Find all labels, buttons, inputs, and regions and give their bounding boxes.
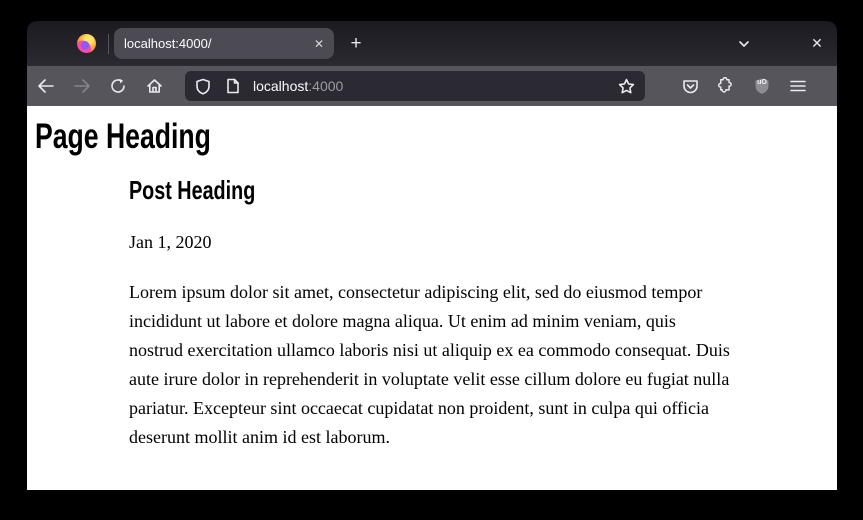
url-bar[interactable] (185, 71, 645, 101)
back-button[interactable] (32, 72, 60, 100)
puzzle-piece-icon (717, 77, 735, 95)
tab-bar (27, 21, 837, 66)
tab-title: localhost:4000/ (124, 36, 212, 51)
list-all-tabs-button[interactable] (730, 30, 758, 58)
reload-button[interactable] (104, 72, 132, 100)
forward-button[interactable] (68, 72, 96, 100)
url-port: :4000 (308, 78, 344, 94)
hamburger-menu-icon (790, 79, 806, 93)
bookmark-button[interactable] (613, 73, 639, 99)
reload-icon (110, 78, 126, 94)
document-icon (226, 78, 240, 94)
home-icon (146, 78, 163, 94)
new-tab-button[interactable]: + (350, 32, 362, 54)
post-date: Jan 1, 2020 (129, 232, 212, 252)
extensions-button[interactable] (712, 72, 740, 100)
pocket-icon (682, 78, 699, 95)
ublock-origin-button[interactable] (748, 72, 776, 100)
chevron-down-icon (737, 37, 751, 51)
post-body-text: Lorem ipsum dolor sit amet, consectetur adipiscing elit, sed do eiusmod tempor incididunt ut labore et dolore magna aliqua. Ut enim ad minim veniam, quis nostrud exercitation ullamco laboris nisi ut aliquip ex ea commodo consequat. Duis aute irure dolor in reprehenderit in voluptate velit esse cillum dolore eu fugiat nulla pariatur. Excepteur sint occaecat cupidatat non proident, sunt in culpa qui officia deserunt mollit anim id est laborum. (129, 282, 730, 447)
navigation-toolbar (27, 66, 837, 106)
extension-buttons (676, 72, 812, 100)
firefox-logo-icon (77, 34, 96, 53)
ublock-label: uO (757, 79, 767, 86)
firefox-view-button[interactable] (70, 28, 102, 60)
star-icon (618, 78, 635, 95)
page-title: Page Heading (35, 117, 211, 156)
menu-button[interactable] (784, 72, 812, 100)
url-host: localhost (253, 78, 309, 94)
home-button[interactable] (140, 72, 168, 100)
pocket-button[interactable] (676, 72, 704, 100)
url-text[interactable] (253, 78, 613, 94)
forward-arrow-icon (73, 78, 91, 94)
post-article (129, 176, 733, 452)
tab-close-button[interactable]: ✕ (313, 36, 325, 51)
tab-separator (108, 34, 109, 54)
window-close-button[interactable]: ✕ (811, 35, 823, 51)
active-tab[interactable] (114, 28, 334, 59)
page-content (27, 106, 837, 490)
page-info-button[interactable] (221, 74, 245, 98)
shield-icon (195, 78, 211, 95)
tracking-protection-button[interactable] (191, 74, 215, 98)
post-title: Post Heading (129, 175, 256, 205)
browser-window (27, 21, 837, 490)
back-arrow-icon (37, 78, 55, 94)
